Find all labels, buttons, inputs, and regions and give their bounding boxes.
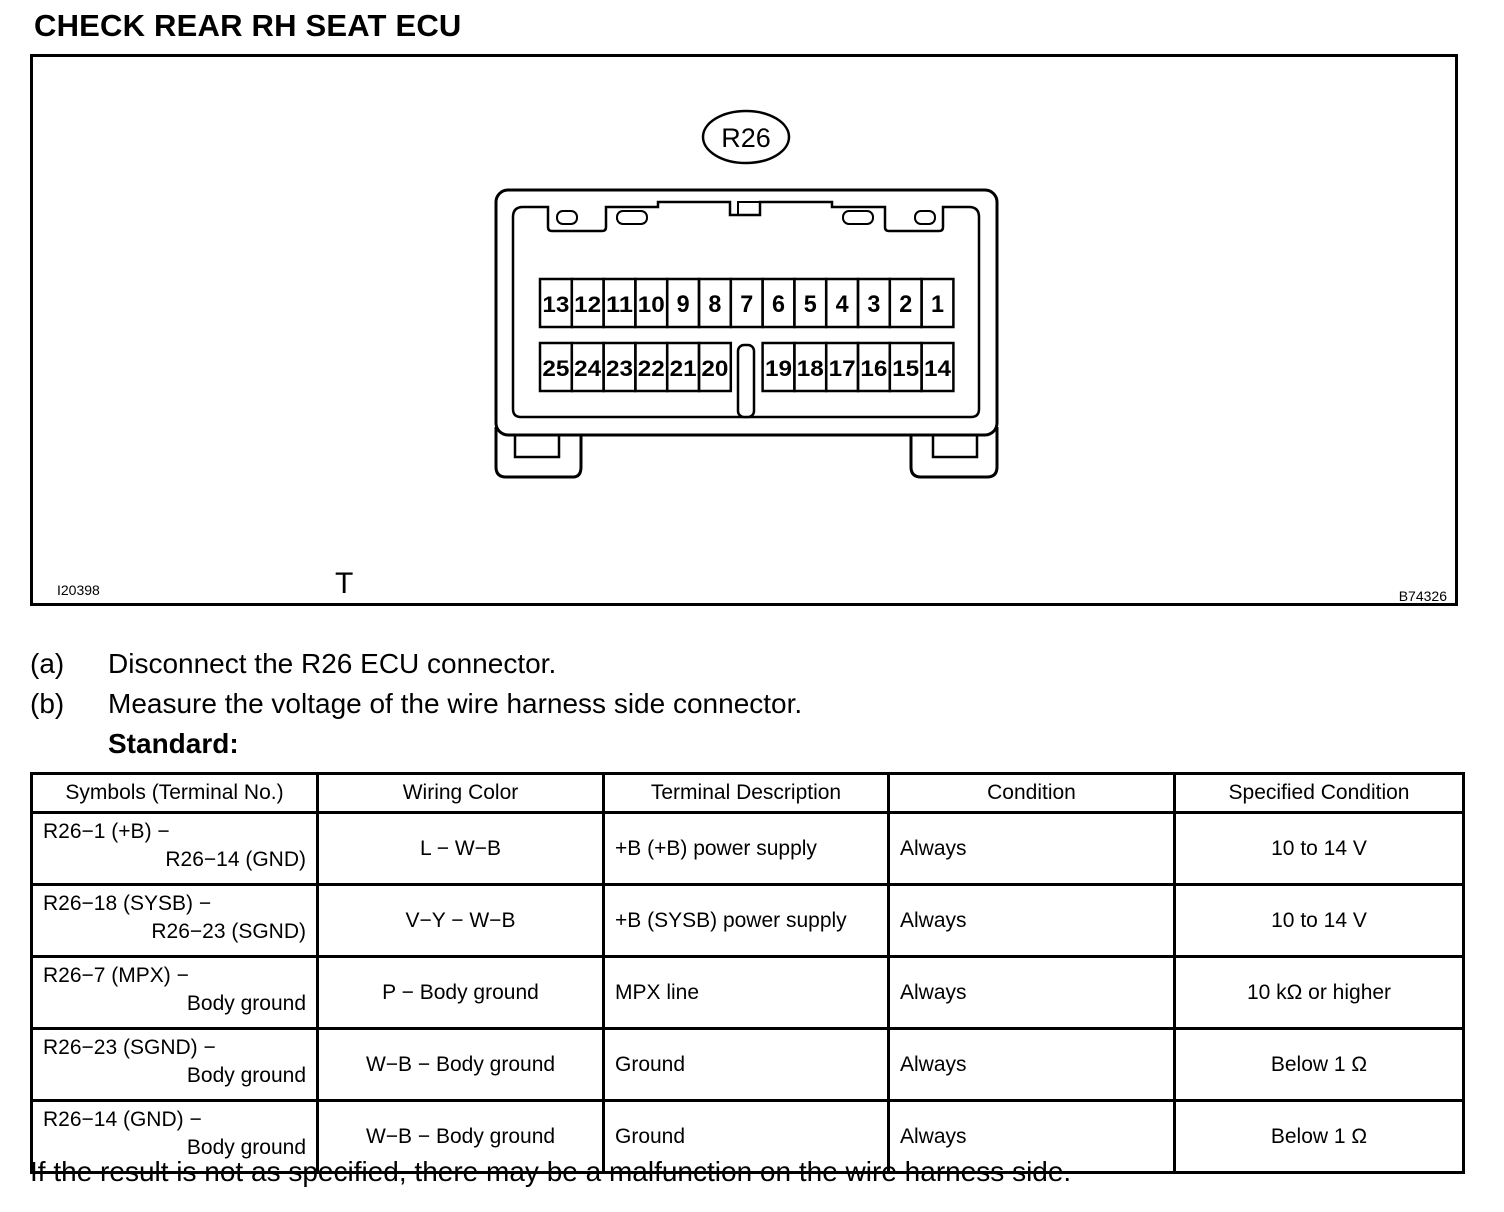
- header-terminal-description: Terminal Description: [604, 774, 889, 813]
- figure-mark: T: [335, 567, 354, 600]
- spec-table: [30, 772, 1465, 1174]
- figure-code-right: B74326: [1398, 588, 1447, 604]
- header-symbols: Symbols (Terminal No.): [32, 774, 318, 813]
- condition-cell: Always: [889, 885, 1175, 957]
- step-b: [30, 684, 802, 724]
- pin-number: 9: [676, 291, 690, 318]
- spec-cell: 10 to 14 V: [1175, 813, 1464, 885]
- symbol-line2: R26−23 (SGND): [151, 920, 306, 943]
- pin-number: 16: [860, 356, 888, 381]
- condition-cell: Always: [889, 1029, 1175, 1101]
- pin-number: 25: [542, 356, 570, 381]
- connector-diagram: [33, 57, 1455, 603]
- face-slot: [915, 211, 935, 224]
- face-slot: [557, 211, 577, 224]
- table-row: [32, 1029, 1464, 1101]
- condition-cell: Always: [889, 813, 1175, 885]
- description-cell: Ground: [604, 1101, 889, 1173]
- symbol-line2: Body ground: [186, 1136, 306, 1159]
- symbol-line1: R26−1 (+B) −: [43, 820, 170, 843]
- wiring-color-cell: V−Y − W−B: [318, 885, 604, 957]
- description-cell: MPX line: [604, 957, 889, 1029]
- condition-cell: Always: [889, 1101, 1175, 1173]
- pin-number: 6: [772, 291, 785, 318]
- symbol-cell: [32, 885, 318, 957]
- pin-number: 5: [803, 291, 817, 318]
- page-title: CHECK REAR RH SEAT ECU: [34, 8, 462, 43]
- figure-code-left: I20398: [57, 582, 100, 598]
- face-slot: [843, 211, 873, 224]
- right-foot-slot: [933, 435, 977, 457]
- table-row: [32, 813, 1464, 885]
- center-key: [738, 345, 754, 417]
- wiring-color-cell: L − W−B: [318, 813, 604, 885]
- pin-number: 4: [835, 291, 850, 318]
- pin-number: 23: [606, 356, 633, 381]
- latch: [738, 202, 760, 215]
- pin-number: 21: [669, 356, 697, 381]
- pin-number: 18: [796, 356, 824, 381]
- wiring-color-cell: P − Body ground: [318, 957, 604, 1029]
- header-specified-condition: Specified Condition: [1175, 774, 1464, 813]
- pin-number: 10: [637, 292, 665, 317]
- symbol-cell: [32, 1029, 318, 1101]
- pin-number: 13: [542, 292, 570, 317]
- table-header-row: [32, 774, 1464, 813]
- table-row: [32, 957, 1464, 1029]
- pin-number: 14: [924, 356, 952, 381]
- pin-number: 19: [765, 356, 792, 381]
- symbol-line1: R26−23 (SGND) −: [43, 1036, 216, 1059]
- spec-cell: Below 1 Ω: [1175, 1101, 1464, 1173]
- step-text: Measure the voltage of the wire harness side connector.: [108, 688, 803, 719]
- symbol-cell: [32, 813, 318, 885]
- symbol-line2: Body ground: [186, 1064, 306, 1087]
- pin-number: 11: [606, 292, 633, 317]
- description-cell: +B (+B) power supply: [604, 813, 889, 885]
- pin-number: 2: [899, 291, 913, 318]
- face-slot: [617, 211, 647, 224]
- pin-number: 17: [828, 356, 856, 381]
- description-cell: +B (SYSB) power supply: [604, 885, 889, 957]
- pin-number: 7: [740, 291, 754, 318]
- pins-top-row: [540, 279, 953, 327]
- header-wiring-color: Wiring Color: [318, 774, 604, 813]
- step-text: Disconnect the R26 ECU connector.: [108, 648, 557, 679]
- pin-number: 1: [931, 291, 944, 318]
- connector-figure: [30, 54, 1458, 606]
- step-a: [30, 644, 802, 684]
- pin-number: 3: [867, 291, 881, 318]
- pin-number: 12: [574, 292, 602, 317]
- pin-number: 20: [701, 356, 729, 381]
- pin-number: 24: [574, 356, 603, 381]
- condition-cell: Always: [889, 957, 1175, 1029]
- connector-label: R26: [721, 123, 771, 153]
- spec-cell: Below 1 Ω: [1175, 1029, 1464, 1101]
- symbol-line1: R26−14 (GND) −: [43, 1108, 202, 1131]
- pin-number: 15: [892, 356, 920, 381]
- symbol-line2: Body ground: [186, 992, 306, 1015]
- footer-note: If the result is not as specified, there may be a malfunction on the wire harness side.: [30, 1156, 1072, 1187]
- symbol-cell: [32, 957, 318, 1029]
- pin-number: 22: [637, 356, 665, 381]
- wiring-color-cell: W−B − Body ground: [318, 1029, 604, 1101]
- symbol-line2: R26−14 (GND): [165, 848, 306, 871]
- header-condition: Condition: [889, 774, 1175, 813]
- wiring-color-cell: W−B − Body ground: [318, 1101, 604, 1173]
- step-label: (b): [30, 688, 65, 719]
- symbol-line1: R26−7 (MPX) −: [43, 964, 189, 987]
- standard-label: Standard:: [108, 728, 239, 759]
- step-label: (a): [30, 648, 65, 679]
- pin-number: 8: [708, 291, 722, 318]
- spec-cell: 10 kΩ or higher: [1175, 957, 1464, 1029]
- instruction-steps: [30, 644, 802, 764]
- description-cell: Ground: [604, 1029, 889, 1101]
- table-row: [32, 885, 1464, 957]
- symbol-line1: R26−18 (SYSB) −: [43, 892, 212, 915]
- spec-cell: 10 to 14 V: [1175, 885, 1464, 957]
- left-foot-slot: [515, 435, 559, 457]
